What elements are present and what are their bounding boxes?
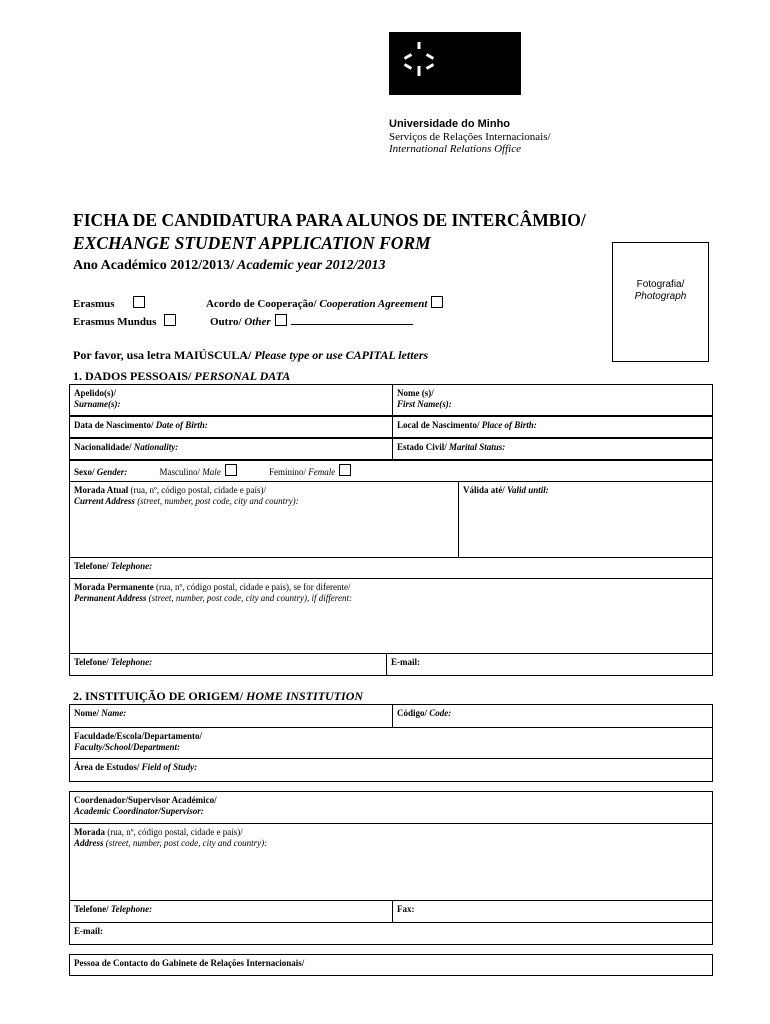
gender-row: Sexo/ Gender: Masculino/ Male Feminino/ Female (69, 460, 713, 482)
erasmus-mundus-checkbox[interactable] (164, 314, 176, 326)
uminho-star-icon (399, 40, 439, 80)
surname-field[interactable]: Apelido(s)/ Surname(s): (69, 384, 393, 416)
erasmus-option: Erasmus (73, 296, 145, 310)
current-address-field[interactable]: Morada Atual (rua, nº, código postal, cidade e país)/ Current Address (street, number, post code, city and country): (69, 481, 459, 558)
place-of-birth-field[interactable]: Local de Nascimento/ Place of Birth: (392, 416, 713, 438)
university-logo (389, 32, 521, 95)
international-relations-contact-field[interactable]: Pessoa de Contacto do Gabinete de Relações Internacionais/ (69, 954, 713, 976)
female-checkbox[interactable] (339, 464, 351, 476)
academic-year: Ano Académico 2012/2013/ Academic year 2012/2013 (73, 258, 386, 273)
other-option: Outro/ Other (210, 314, 413, 328)
capital-letters-note: Por favor, usa letra MAIÚSCULA/ Please type or use CAPITAL letters (73, 348, 429, 362)
male-checkbox[interactable] (225, 464, 237, 476)
erasmus-checkbox[interactable] (133, 296, 145, 308)
office-name-en: International Relations Office (389, 143, 521, 155)
other-specify-field[interactable] (291, 315, 413, 325)
form-title-pt: FICHA DE CANDIDATURA PARA ALUNOS DE INTERCÂMBIO/ (73, 210, 586, 230)
photo-box[interactable] (612, 242, 709, 362)
erasmus-mundus-option: Erasmus Mundus (73, 314, 176, 328)
field-of-study-field[interactable]: Área de Estudos/ Field of Study: (69, 758, 713, 782)
email-field[interactable]: E-mail: (386, 653, 713, 676)
section-personal-data-heading: 1. DADOS PESSOAIS/ PERSONAL DATA (73, 369, 291, 383)
form-title-en: EXCHANGE STUDENT APPLICATION FORM (73, 233, 431, 253)
institution-code-field[interactable]: Código/ Code: (392, 704, 713, 728)
photo-label-pt: Fotografia/ (636, 279, 685, 290)
coordinator-telephone-field[interactable]: Telefone/ Telephone: (69, 900, 393, 923)
other-checkbox[interactable] (275, 314, 287, 326)
university-name: Universidade do Minho (389, 118, 511, 130)
valid-until-field[interactable]: Válida até/ Valid until: (458, 481, 713, 558)
institution-name-field[interactable]: Nome/ Name: (69, 704, 393, 728)
date-of-birth-field[interactable]: Data de Nascimento/ Date of Birth: (69, 416, 393, 438)
photo-label-en: Photograph (634, 291, 687, 302)
cooperation-option: Acordo de Cooperação/ Cooperation Agreement (206, 296, 443, 310)
permanent-address-field[interactable]: Morada Permanente (rua, nº, código postal, cidade e país), se for diferente/ Permanent Address (street, number, post code, city and country), if different: (69, 578, 713, 654)
faculty-field[interactable]: Faculdade/Escola/Departamento/ Faculty/School/Department: (69, 727, 713, 759)
coordinator-email-field[interactable]: E-mail: (69, 922, 713, 945)
permanent-telephone-field[interactable]: Telefone/ Telephone: (69, 653, 387, 676)
office-name-pt: Serviços de Relações Internacionais/ (389, 131, 551, 143)
cooperation-checkbox[interactable] (431, 296, 443, 308)
nationality-field[interactable]: Nacionalidade/ Nationality: (69, 438, 393, 460)
coordinator-fax-field[interactable]: Fax: (392, 900, 713, 923)
telephone-field[interactable]: Telefone/ Telephone: (69, 557, 713, 579)
academic-coordinator-field[interactable]: Coordenador/Supervisor Académico/ Academic Coordinator/Supervisor: (69, 791, 713, 824)
first-name-field[interactable]: Nome (s)/ First Name(s): (392, 384, 713, 416)
section-home-institution-heading: 2. INSTITUIÇÃO DE ORIGEM/ HOME INSTITUTION (73, 689, 364, 703)
coordinator-address-field[interactable]: Morada (rua, nº, código postal, cidade e país)/ Address (street, number, post code, city and country): (69, 823, 713, 901)
marital-status-field[interactable]: Estado Civil/ Marital Status: (392, 438, 713, 460)
